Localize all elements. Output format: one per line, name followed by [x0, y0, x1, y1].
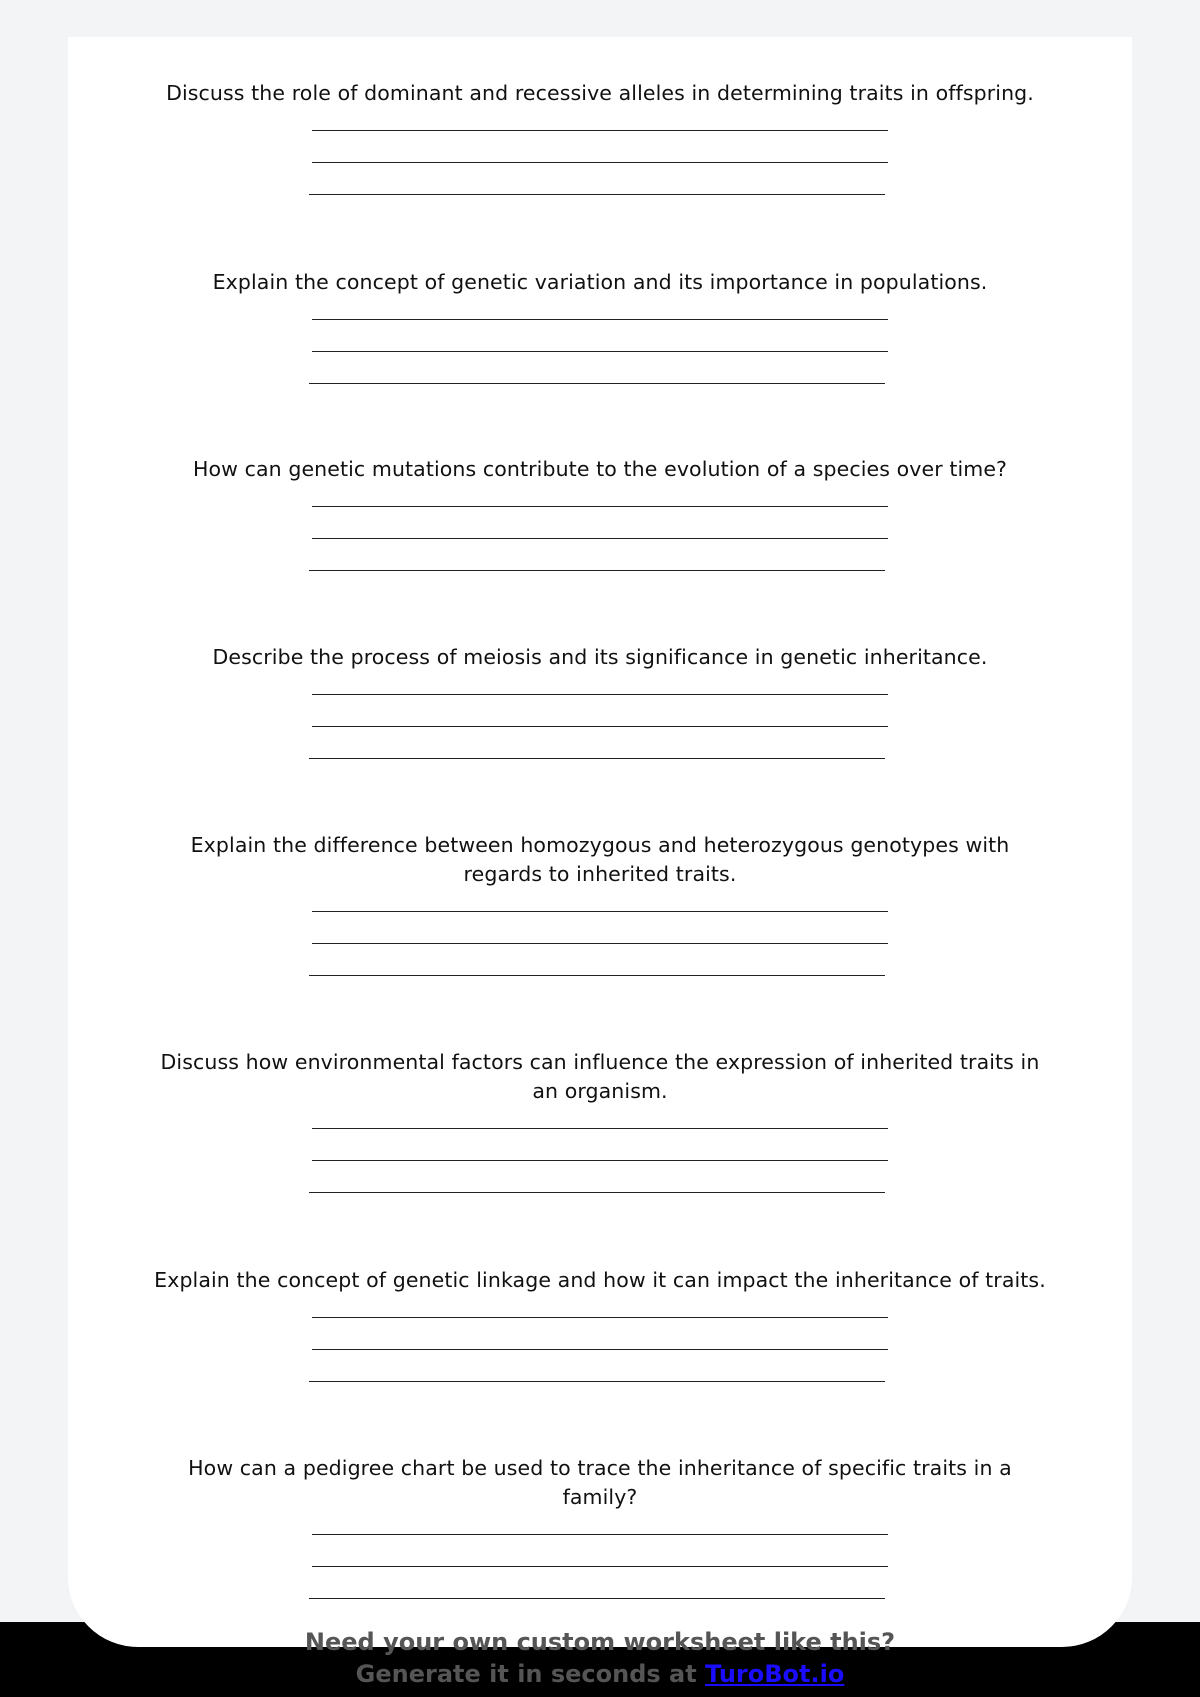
answer-line — [312, 1128, 888, 1129]
answer-line — [312, 1534, 888, 1535]
question-3 — [68, 455, 1132, 571]
answer-line — [309, 1598, 885, 1599]
question-text: Discuss the role of dominant and recessive alleles in determining traits in offspring. — [166, 81, 1034, 105]
answer-line — [312, 538, 888, 539]
question-text: How can a pedigree chart be used to trace the inheritance of specific traits in a family? — [188, 1456, 1012, 1509]
turobot-link[interactable]: TuroBot.io — [705, 1660, 845, 1688]
question-text: How can genetic mutations contribute to the evolution of a species over time? — [192, 457, 1008, 481]
question-5 — [68, 831, 1132, 976]
worksheet-page — [68, 37, 1132, 1647]
answer-line — [309, 1381, 885, 1382]
question-8 — [68, 1454, 1132, 1599]
question-7 — [68, 1266, 1132, 1382]
answer-line — [309, 570, 885, 571]
question-text: Explain the difference between homozygous and heterozygous genotypes with regards to inherited traits. — [190, 833, 1010, 886]
footer-promo-subline — [0, 1660, 1200, 1688]
answer-line — [312, 1317, 888, 1318]
answer-line — [312, 130, 888, 131]
answer-line — [312, 911, 888, 912]
answer-line — [312, 726, 888, 727]
question-text: Describe the process of meiosis and its significance in genetic inheritance. — [212, 645, 988, 669]
answer-line — [309, 383, 885, 384]
answer-line — [312, 694, 888, 695]
footer-promo-prefix: Generate it in seconds at — [355, 1660, 706, 1688]
answer-line — [312, 319, 888, 320]
question-1 — [68, 79, 1132, 195]
answer-line — [309, 758, 885, 759]
answer-line — [312, 943, 888, 944]
question-text: Explain the concept of genetic variation and its importance in populations. — [212, 270, 988, 294]
answer-line — [312, 1349, 888, 1350]
footer-promo-heading: Need your own custom worksheet like this? — [304, 1628, 896, 1656]
answer-line — [312, 1160, 888, 1161]
answer-line — [312, 1566, 888, 1567]
answer-line — [309, 194, 885, 195]
answer-line — [312, 506, 888, 507]
answer-line — [312, 351, 888, 352]
question-2 — [68, 268, 1132, 384]
answer-line — [309, 975, 885, 976]
answer-line — [312, 162, 888, 163]
question-6 — [68, 1048, 1132, 1193]
question-text: Discuss how environmental factors can influence the expression of inherited traits in an organism. — [160, 1050, 1040, 1103]
question-text: Explain the concept of genetic linkage and how it can impact the inheritance of traits. — [154, 1268, 1046, 1292]
question-4 — [68, 643, 1132, 759]
answer-line — [309, 1192, 885, 1193]
